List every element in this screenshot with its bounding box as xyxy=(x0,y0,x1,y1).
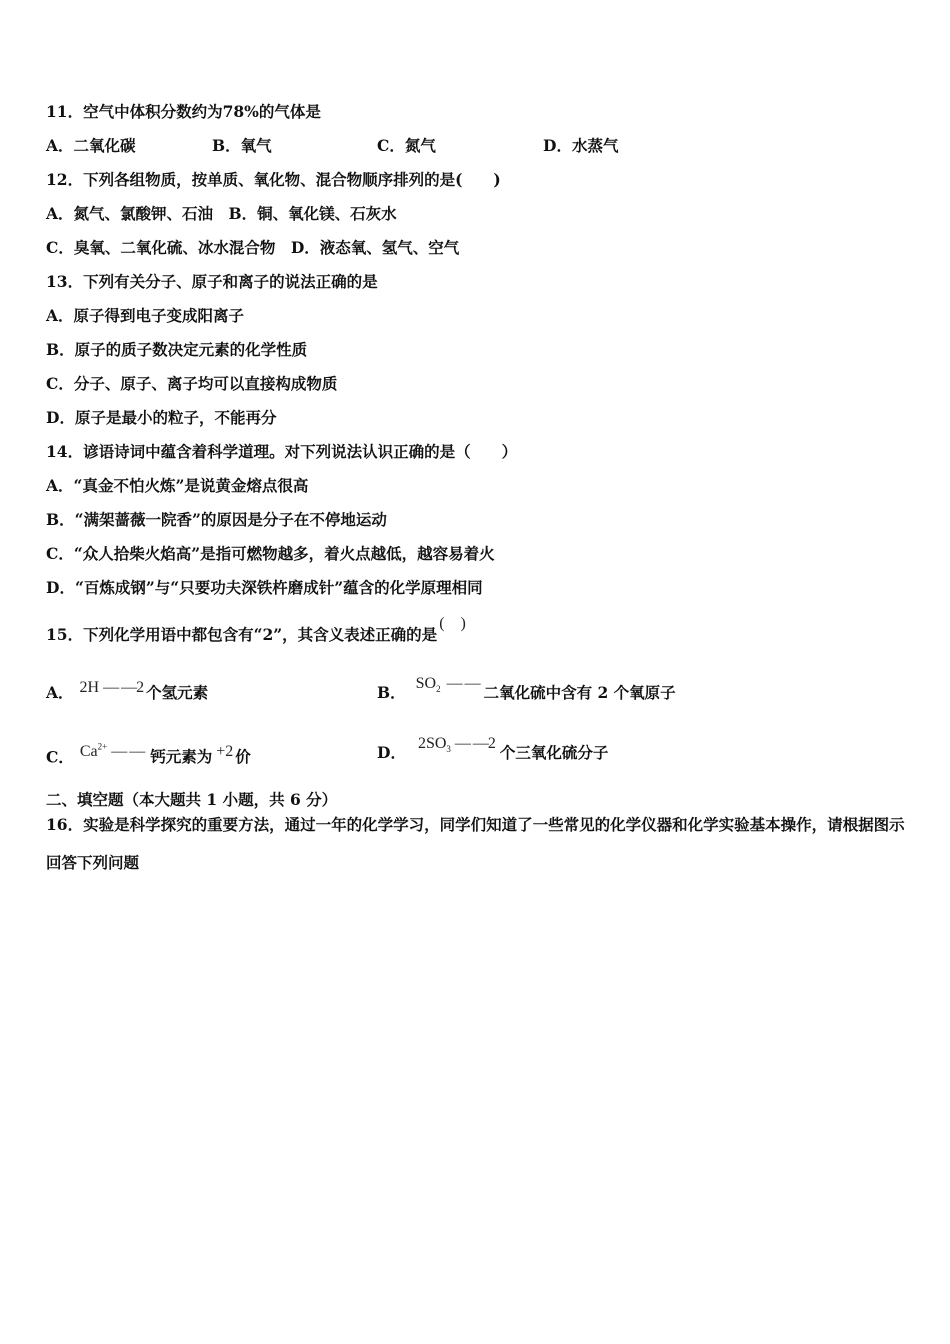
q14-option-b: B．“满架蔷薇一院香”的原因是分子在不停地运动 xyxy=(46,510,387,529)
q12-options-ab: A．氮气、氯酸钾、石油 B．铜、氧化镁、石灰水 xyxy=(46,204,397,223)
q15-option-b xyxy=(377,675,676,709)
q15-c-value: +2 xyxy=(216,743,234,761)
q13-option-d: D．原子是最小的粒子，不能再分 xyxy=(46,408,277,427)
q15-d-dash: — — xyxy=(454,735,488,752)
q15-a-dash: — — xyxy=(103,679,137,696)
q15-paren: ( ) xyxy=(439,615,466,632)
q11-stem: 11．空气中体积分数约为78%的气体是 xyxy=(46,102,321,121)
q11-option-b: B．氧气 xyxy=(212,136,272,155)
q15-option-c xyxy=(46,742,251,768)
q13-stem: 13．下列有关分子、原子和离子的说法正确的是 xyxy=(46,272,378,291)
q15-stem-text: 15．下列化学用语中都包含有“2”，其含义表述正确的是 xyxy=(46,625,438,644)
q13-option-c: C．分子、原子、离子均可以直接构成物质 xyxy=(46,374,338,393)
q13-option-a: A．原子得到电子变成阳离子 xyxy=(46,306,245,325)
q15-d-label: D． xyxy=(377,743,406,762)
q15-a-label: A． xyxy=(46,683,74,702)
q11-option-d: D．水蒸气 xyxy=(543,136,619,155)
q15-d-number: 2 xyxy=(487,735,496,752)
q15-b-formula: $SO_2$ xyxy=(415,675,441,695)
q15-option-d xyxy=(377,735,609,769)
q15-stem xyxy=(46,615,466,646)
q15-c-label: C． xyxy=(46,747,74,767)
q15-b-dash: — — xyxy=(446,675,480,692)
q15-a-formula: 2H xyxy=(79,679,100,696)
q15-c-dash: — — xyxy=(111,743,145,761)
q14-stem: 14．谚语诗词中蕴含着科学道理。对下列说法认识正确的是（ ） xyxy=(46,442,518,461)
q11-option-a: A．二氧化碳 xyxy=(46,136,136,155)
q15-c-text1: 钙元素为 xyxy=(150,747,213,767)
q15-b-label: B． xyxy=(377,683,406,702)
q15-d-text: 个三氧化硫分子 xyxy=(499,743,609,762)
q15-c-text2: 价 xyxy=(235,747,251,767)
section-2-title: 二、填空题（本大题共 1 小题，共 6 分） xyxy=(46,790,338,809)
q12-options-cd: C．臭氧、二氧化硫、冰水混合物 D．液态氧、氢气、空气 xyxy=(46,238,460,257)
q13-option-b: B．原子的质子数决定元素的化学性质 xyxy=(46,340,308,359)
q15-a-number: 2 xyxy=(136,679,145,696)
q15-option-a xyxy=(46,679,209,704)
q15-a-text: 个氢元素 xyxy=(146,683,209,702)
q14-option-a: A．“真金不怕火炼”是说黄金熔点很高 xyxy=(46,476,309,495)
q16-stem: 16．实验是科学探究的重要方法，通过一年的化学学习，同学们知道了一些常见的化学仪器和化学实验基本操作，请根据图示回答下列问题 xyxy=(46,815,905,872)
q15-b-text: 二氧化硫中含有 2 个氧原子 xyxy=(483,683,676,702)
q12-stem: 12．下列各组物质，按单质、氧化物、混合物顺序排列的是( ) xyxy=(46,170,501,189)
q14-option-d: D．“百炼成钢”与“只要功夫深铁杵磨成针”蕴含的化学原理相同 xyxy=(46,578,483,597)
q15-d-formula: $2SO_3$ xyxy=(417,735,451,755)
q11-option-c: C．氮气 xyxy=(377,136,436,155)
q14-option-c: C．“众人拾柴火焰高”是指可燃物越多，着火点越低，越容易着火 xyxy=(46,544,495,563)
q15-c-formula: $Ca^{2+}$ xyxy=(79,742,108,761)
